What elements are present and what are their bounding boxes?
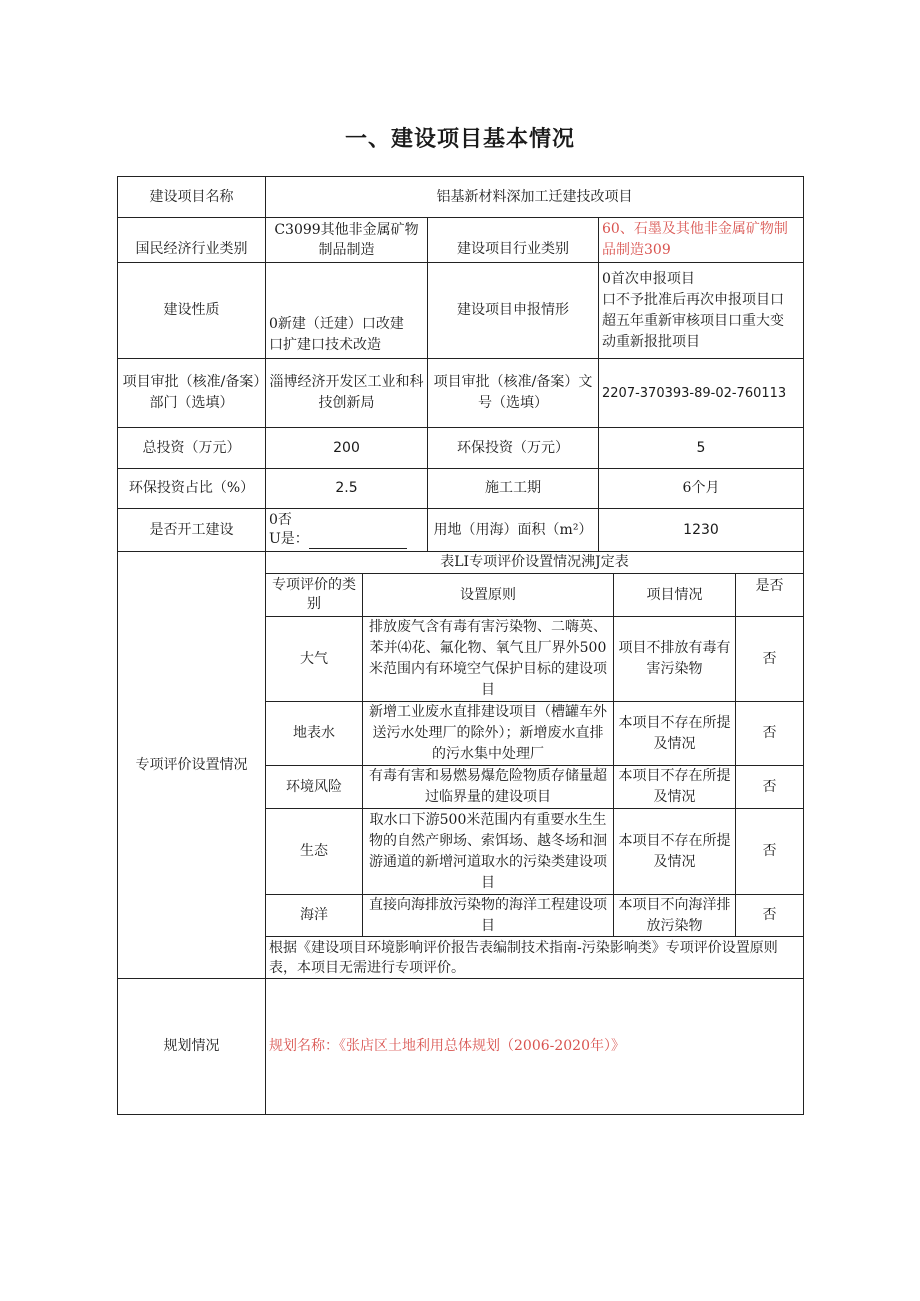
principle-ecology: 取水口下游500米范围内有重要水生生物的自然产卵场、索饵场、越冬场和洄游通道的新增河道取水的污染类建设项目 xyxy=(362,808,614,895)
flag-env-risk: 否 xyxy=(735,765,804,809)
land-area-value: 1230 xyxy=(598,508,804,552)
special-label: 专项评价设置情况 xyxy=(117,551,266,979)
header-category: 专项评价的类别 xyxy=(265,573,363,617)
total-investment-label: 总投资（万元） xyxy=(117,427,266,469)
header-principle: 设置原则 xyxy=(362,573,614,617)
category-env-risk: 环境风险 xyxy=(265,765,363,809)
industry-value: C3099其他非金属矿物制品制造 xyxy=(265,217,428,263)
status-air: 项目不排放有毒有害污染物 xyxy=(613,616,736,702)
nature-line-2: 口扩建口技术改造 xyxy=(269,337,381,353)
env-investment-value: 5 xyxy=(598,427,804,469)
started-yes-row xyxy=(269,530,407,549)
nature-label: 建设性质 xyxy=(117,262,266,359)
industry-type-label: 建设项目行业类别 xyxy=(427,217,599,263)
header-flag: 是否 xyxy=(735,573,804,617)
project-name-label: 建设项目名称 xyxy=(117,176,266,218)
total-investment-value: 200 xyxy=(265,427,428,469)
category-ecology: 生态 xyxy=(265,808,363,895)
special-conclusion: 根据《建设项目环境影响评价报告表编制技术指南-污染影响类》专项评价设置原则表，本项目无需进行专项评价。 xyxy=(265,936,804,979)
status-surface-water: 本项目不存在所提及情况 xyxy=(613,701,736,766)
approval-dept-label: 项目审批（核准/备案）部门（选填） xyxy=(117,358,266,428)
header-status: 项目情况 xyxy=(613,573,736,617)
started-label: 是否开工建设 xyxy=(117,508,266,552)
planning-label: 规划情况 xyxy=(117,978,266,1115)
started-no: 0否 xyxy=(269,512,292,528)
flag-ocean: 否 xyxy=(735,894,804,937)
principle-surface-water: 新增工业废水直排建设项目（槽罐车外送污水处理厂的除外）；新增废水直排的污水集中处理厂 xyxy=(362,701,614,766)
category-air: 大气 xyxy=(265,616,363,702)
status-ocean: 本项目不向海洋排放污染物 xyxy=(613,894,736,937)
construction-period-value: 6个月 xyxy=(598,468,804,509)
report-options xyxy=(598,262,804,359)
status-ecology: 本项目不存在所提及情况 xyxy=(613,808,736,895)
env-investment-label: 环保投资（万元） xyxy=(427,427,599,469)
started-yes: U是： xyxy=(269,531,309,547)
report-line-3: 超五年重新审核项目口重大变 xyxy=(602,312,784,329)
special-caption: 表LI专项评价设置情况沸J定表 xyxy=(265,551,804,574)
principle-env-risk: 有毒有害和易燃易爆危险物质存储量超过临界量的建设项目 xyxy=(362,765,614,809)
report-label: 建设项目申报情形 xyxy=(427,262,599,359)
land-area-label: 用地（用海）面积（m²） xyxy=(427,508,599,552)
approval-doc-label: 项目审批（核准/备案）文号（选填） xyxy=(427,358,599,428)
status-env-risk: 本项目不存在所提及情况 xyxy=(613,765,736,809)
principle-air: 排放废气含有毒有害污染物、二嗨英、苯并⑷花、氟化物、氧气且厂界外500米范围内有环境空气保护目标的建设项目 xyxy=(362,616,614,702)
industry-label: 国民经济行业类别 xyxy=(117,217,266,263)
report-line-1: 0首次申报项目 xyxy=(602,270,695,287)
started-options xyxy=(265,508,428,552)
flag-air: 否 xyxy=(735,616,804,702)
industry-type-value: 60、石墨及其他非金属矿物制品制造309 xyxy=(598,217,804,263)
category-ocean: 海洋 xyxy=(265,894,363,937)
flag-ecology: 否 xyxy=(735,808,804,895)
approval-dept-value: 淄博经济开发区工业和科技创新局 xyxy=(265,358,428,428)
approval-doc-value: 2207-370393-89-02-760113 xyxy=(598,358,804,428)
env-ratio-label: 环保投资占比（%） xyxy=(117,468,266,509)
project-name-value: 铝基新材料深加工迁建技改项目 xyxy=(265,176,804,218)
env-ratio-value: 2.5 xyxy=(265,468,428,509)
planning-value: 规划名称：《张店区土地利用总体规划（2006-2020年）》 xyxy=(265,978,804,1115)
category-surface-water: 地表水 xyxy=(265,701,363,766)
nature-options xyxy=(265,262,428,359)
construction-period-label: 施工工期 xyxy=(427,468,599,509)
report-line-2: 口不予批准后再次申报项目口 xyxy=(602,291,784,308)
page-title: 一、建设项目基本情况 xyxy=(344,127,575,152)
flag-surface-water: 否 xyxy=(735,701,804,766)
report-line-4: 动重新报批项目 xyxy=(602,333,700,350)
principle-ocean: 直接向海排放污染物的海洋工程建设项目 xyxy=(362,894,614,937)
nature-line-1: 0新建（迁建）口改建 xyxy=(269,316,404,332)
started-blank-line xyxy=(309,534,407,549)
